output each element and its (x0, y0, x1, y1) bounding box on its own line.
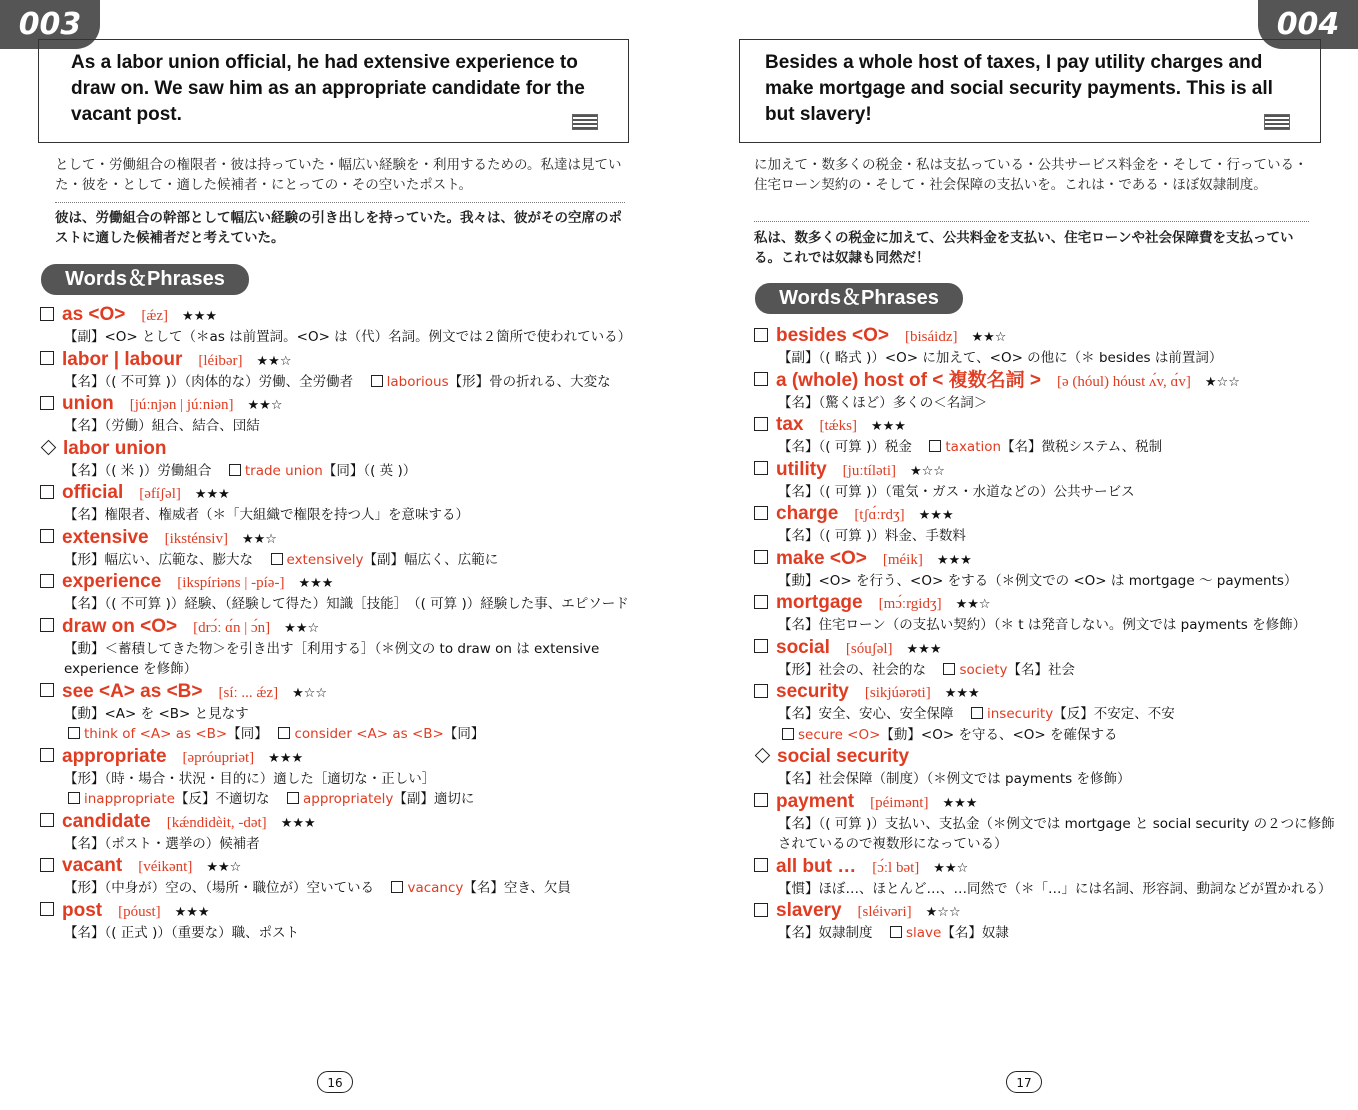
vocab-entry-head (754, 636, 1344, 660)
vocab-entry (40, 680, 640, 745)
unit-number-badge: 003 (0, 0, 100, 49)
pronunciation: [juːtíləti] (842, 462, 896, 479)
pronunciation: [iksténsiv] (164, 530, 228, 547)
definition: 【形】社会の、社会的な society【名】社会 (778, 661, 1076, 678)
vocab-term: utility (776, 458, 827, 480)
checkbox[interactable] (754, 903, 768, 917)
vocab-entry (754, 369, 1344, 414)
definition: 【名】権限者、権威者（＊「大組織で権限を持つ人」を意味する） (64, 507, 469, 523)
vocab-entry (754, 547, 1344, 592)
literal-translation: に加えて・数多くの税金・私は支払っている・公共サービス料金を・そして・行っている・住宅ローン契約の・そして・社会保障の支払いを。これは・である・ほぼ奴隷制度。 (754, 157, 1308, 193)
pronunciation: [júːnjən | júːniən] (129, 397, 234, 413)
vocab-entry (754, 413, 1344, 458)
vocab-term: vacant (62, 855, 123, 876)
vocab-entry-head (754, 413, 1344, 437)
natural-translation: 彼は、労働組合の幹部として幅広い経験の引き出しを持っていた。我々は、彼がその空席のポストに適した候補者だと考えていた。 (55, 210, 622, 246)
related-term: trade union (244, 462, 323, 479)
importance-stars: ★★☆ (247, 398, 283, 413)
vocab-entry-head (40, 680, 640, 704)
related-term: insecurity (987, 706, 1054, 722)
definition: inappropriate【反】不適切な appropriately【副】適切に (40, 789, 640, 810)
definition: 【形】（時・場合・状況・目的に）適した［適切な・正しい］ (64, 770, 436, 787)
vocab-term: security (776, 681, 849, 702)
related-term: society (959, 661, 1008, 678)
importance-stars: ★★★ (194, 487, 230, 502)
vocab-term: as <O> (62, 304, 126, 325)
checkbox[interactable] (890, 926, 902, 938)
importance-stars: ★★☆ (206, 860, 242, 875)
checkbox[interactable] (943, 663, 955, 675)
importance-stars: ★★★ (944, 686, 980, 701)
pronunciation: [tǽks] (819, 418, 857, 434)
vocab-entry (40, 348, 640, 393)
related-term: consider <A> as <B> (294, 726, 444, 742)
vocab-list (40, 303, 640, 943)
definition: 【慣】ほぼ…、ほとんど…、…同然で（＊「…」には名詞、形容詞、動詞などが置かれる） (778, 880, 1332, 897)
pronunciation: [bisáidz] (905, 329, 958, 345)
definition: 【動】＜蓄積してきた物＞を引き出す［利用する］（＊例文の to draw on は extensive experience を修飾） (64, 640, 600, 677)
checkbox[interactable] (40, 618, 54, 632)
pronunciation: [əfíʃəl] (139, 486, 181, 502)
importance-stars: ★★★ (918, 508, 954, 523)
checkbox[interactable] (40, 396, 54, 410)
vocab-list (754, 324, 1344, 944)
definition: 【副】<O> として（＊as は前置詞。<O> は（代）名詞。例文では２箇所で使われている） (64, 329, 632, 345)
checkbox[interactable] (971, 707, 983, 719)
vocab-term: a (whole) host of < 複数名詞 > (776, 369, 1041, 391)
importance-stars: ★☆☆ (910, 463, 945, 479)
us-flag-icon (572, 114, 598, 130)
pronunciation: [ikspíriəns | -píə-] (177, 575, 285, 591)
checkbox[interactable] (40, 683, 54, 697)
checkbox[interactable] (271, 553, 283, 565)
vocab-entry-head (754, 324, 1344, 348)
definition: 【名】（( 可算 )）税金 taxation【名】徴税システム、税制 (778, 439, 1163, 455)
importance-stars: ★☆☆ (1204, 374, 1240, 390)
pronunciation: [póust] (118, 903, 161, 920)
vocab-entry-head (40, 615, 640, 639)
vocab-entry-head (754, 547, 1344, 571)
checkbox[interactable] (782, 728, 794, 740)
related-term: secure <O> (798, 726, 881, 743)
checkbox[interactable] (40, 748, 54, 762)
vocab-term: union (62, 393, 114, 414)
checkbox[interactable] (754, 461, 768, 475)
importance-stars: ★★☆ (971, 330, 1007, 345)
right-page (679, 0, 1358, 1110)
vocab-entry-head (40, 899, 640, 923)
vocab-entry (40, 303, 640, 348)
page-number: 17 (1006, 1071, 1042, 1093)
related-term: think of <A> as <B> (84, 726, 228, 742)
importance-stars: ★★★ (182, 309, 218, 324)
vocab-term: draw on <O> (62, 615, 178, 637)
words-phrases-heading: Words＆Phrases (41, 264, 249, 295)
vocab-entry (40, 615, 640, 680)
vocab-term: experience (62, 571, 162, 592)
page-number: 16 (317, 1071, 353, 1093)
checkbox[interactable] (754, 372, 768, 386)
definition: 【名】（( 不可算 )）（肉体的な）労働、全労働者 laborious【形】骨の折れる、大変な (64, 373, 611, 390)
vocab-term: appropriate (62, 745, 167, 767)
checkbox[interactable] (40, 529, 54, 543)
pronunciation: [síː ... ǽz] (218, 684, 279, 701)
importance-stars: ★★★ (870, 419, 906, 434)
definition: 【名】奴隷制度 slave【名】奴隷 (778, 925, 1009, 941)
vocab-term: candidate (62, 810, 151, 832)
literal-translation: として・労働組合の権限者・彼は持っていた・幅広い経験を・利用するための。私達は見ていた・彼を・として・適した候補者・にとっての・その空いたポスト。 (55, 157, 622, 193)
vocab-term: labor union (63, 437, 167, 459)
definition: 【動】<O> を行う、<O> をする（＊例文での <O> は mortgage ～ payments） (778, 572, 1298, 589)
vocab-entry (754, 324, 1344, 369)
definition: 【名】（( 可算 )）支払い、支払金（＊例文では mortgage と social security の２つに修飾されているので複数形になっている） (778, 815, 1335, 852)
definition: 【動】<A> を <B> と見なす (64, 705, 249, 722)
related-term: vacancy (407, 880, 464, 896)
vocab-entry (754, 855, 1344, 900)
vocab-entry (754, 458, 1344, 503)
vocab-entry-head (40, 745, 640, 769)
vocab-entry (40, 437, 640, 482)
pronunciation: [méik] (882, 551, 923, 568)
definition: 【名】（( 可算 )）料金、手数料 (778, 528, 966, 544)
pronunciation: [léibər] (198, 352, 243, 369)
vocab-term: labor | labour (62, 348, 183, 370)
vocab-term: tax (776, 414, 804, 435)
vocab-term: post (62, 899, 103, 921)
checkbox[interactable] (754, 417, 768, 431)
example-sentence: As a labor union official, he had extensive experience to draw on. We saw him as an appropriate candidate for the vacant post. (71, 52, 585, 125)
importance-stars: ★☆☆ (292, 685, 328, 701)
vocab-term: slavery (776, 900, 842, 921)
related-term: laborious (386, 373, 449, 390)
definition: 【名】（ポスト・選挙の）候補者 (64, 835, 260, 852)
vocab-term: social (776, 636, 830, 658)
unit-number-badge: 004 (1258, 0, 1358, 49)
us-flag-icon (1264, 114, 1290, 130)
definition: 【名】（( 可算 )）（電気・ガス・水道などの）公共サービス (778, 483, 1135, 500)
vocab-entry (754, 745, 1344, 790)
importance-stars: ★★★ (906, 641, 942, 657)
vocab-entry-head (40, 854, 640, 878)
vocab-term: see <A> as <B> (62, 680, 203, 702)
checkbox[interactable] (287, 792, 299, 804)
checkbox[interactable] (40, 902, 54, 916)
checkbox[interactable] (754, 595, 768, 609)
vocab-entry-head (40, 481, 640, 505)
importance-stars: ★★☆ (955, 597, 991, 612)
checkbox[interactable] (754, 328, 768, 342)
checkbox[interactable] (40, 858, 54, 872)
definition: 【名】（( 不可算 )）経験、（経験して得た）知識［技能］ （( 可算 )）経験した事、エピソード (64, 596, 629, 612)
vocab-entry (40, 810, 640, 855)
diamond-marker-icon (41, 439, 57, 455)
vocab-entry (40, 570, 640, 615)
definition: think of <A> as <B>【同】 consider <A> as <B>【同】 (40, 724, 640, 745)
definition: 【副】（( 略式 )）<O> に加えて、<O> の他に（＊ besides は前置詞） (778, 350, 1223, 366)
pronunciation: [ɔ́ːl bət] (872, 859, 920, 876)
vocab-term: extensive (62, 526, 149, 548)
pronunciation: [péimənt] (870, 794, 929, 811)
pronunciation: [ǽz] (141, 308, 169, 324)
vocab-entry-head (754, 458, 1344, 482)
definition: 【名】社会保障（制度）（＊例文では payments を修飾） (778, 771, 1131, 787)
vocab-entry-head (754, 502, 1344, 526)
vocab-term: make <O> (776, 547, 867, 569)
vocab-entry (754, 591, 1344, 636)
pronunciation: [sléivəri] (857, 904, 912, 920)
pronunciation: [sikjúərəti] (864, 685, 931, 701)
importance-stars: ★★★ (174, 904, 210, 920)
vocab-entry (40, 392, 640, 437)
checkbox[interactable] (371, 375, 383, 387)
vocab-term: besides <O> (776, 325, 890, 346)
checkbox[interactable] (40, 351, 54, 365)
vocab-entry (754, 899, 1344, 944)
related-term: appropriately (302, 791, 394, 807)
definition: 【名】住宅ローン（の支払い契約）（＊ t は発音しない。例文では payments を修飾） (778, 617, 1307, 633)
related-term: inappropriate (84, 791, 175, 807)
checkbox[interactable] (754, 684, 768, 698)
words-phrases-heading: Words＆Phrases (755, 283, 963, 314)
checkbox[interactable] (754, 639, 768, 653)
vocab-term: all but … (776, 855, 857, 877)
vocab-entry-head (754, 899, 1344, 923)
vocab-entry (40, 899, 640, 944)
example-sentence: Besides a whole host of taxes, I pay utility charges and make mortgage and social security payments. This is all but slavery! (765, 52, 1273, 125)
checkbox[interactable] (68, 727, 80, 739)
checkbox[interactable] (278, 727, 290, 739)
checkbox[interactable] (68, 792, 80, 804)
checkbox[interactable] (391, 881, 403, 893)
pronunciation: [ə (hóul) hóust ʌ́v, ɑ́v] (1056, 373, 1191, 390)
importance-stars: ★★★ (298, 576, 334, 591)
vocab-entry-head (40, 437, 640, 461)
vocab-entry (40, 526, 640, 571)
vocab-entry-head (40, 303, 640, 327)
importance-stars: ★★★ (280, 815, 316, 831)
definition: 【名】（労働）組合、結合、団結 (64, 418, 260, 434)
definition: 【名】安全、安心、安全保障 insecurity【反】不安定、不安 (778, 706, 1175, 722)
checkbox[interactable] (929, 440, 941, 452)
vocab-entry (754, 636, 1344, 681)
checkbox[interactable] (40, 485, 54, 499)
importance-stars: ★★☆ (933, 860, 969, 876)
example-sentence-box (739, 39, 1321, 143)
importance-stars: ★★★ (268, 750, 304, 766)
vocab-entry-head (754, 855, 1344, 879)
diamond-marker-icon (755, 748, 771, 764)
pronunciation: [kǽndidèit, -dət] (166, 814, 267, 831)
checkbox[interactable] (754, 506, 768, 520)
divider (55, 202, 625, 203)
checkbox[interactable] (754, 550, 768, 564)
example-sentence-box (38, 39, 629, 143)
pronunciation: [drɔ́ː ɑ́n | ɔ́n] (193, 619, 271, 636)
vocab-term: payment (776, 790, 855, 812)
divider (754, 221, 1309, 222)
natural-translation: 私は、数多くの税金に加えて、公共料金を支払い、住宅ローンや社会保障費を支払っている。これでは奴隷も同然だ！ (754, 230, 1294, 266)
vocab-term: mortgage (776, 592, 863, 613)
vocab-entry-head (754, 369, 1344, 393)
checkbox[interactable] (229, 464, 241, 476)
vocab-entry-head (40, 526, 640, 550)
related-term: slave (906, 925, 942, 941)
vocab-entry-head (40, 392, 640, 416)
definition: 【形】（中身が）空の、（場所・職位が）空いている vacancy【名】空き、欠員 (64, 880, 571, 896)
vocab-term: official (62, 482, 124, 503)
pronunciation: [əpróupriət] (182, 749, 255, 766)
definition: 【名】（( 米 )）労働組合 trade union【同】（( 英 )） (64, 462, 417, 479)
vocab-entry-head (40, 570, 640, 594)
vocab-entry (40, 481, 640, 526)
vocab-entry (40, 854, 640, 899)
definition: secure <O>【動】<O> を守る、<O> を確保する (754, 725, 1344, 746)
vocab-entry (754, 680, 1344, 745)
related-term: taxation (945, 439, 1002, 455)
checkbox[interactable] (40, 574, 54, 588)
checkbox[interactable] (754, 858, 768, 872)
vocab-entry-head (754, 790, 1344, 814)
vocab-entry-head (754, 745, 1344, 769)
importance-stars: ★★☆ (284, 620, 320, 636)
vocab-entry-head (754, 591, 1344, 615)
pronunciation: [sóuʃəl] (845, 640, 893, 657)
pronunciation: [véikənt] (138, 859, 193, 875)
vocab-entry-head (40, 810, 640, 834)
vocab-entry (754, 790, 1344, 855)
checkbox[interactable] (40, 307, 54, 321)
vocab-term: social security (777, 746, 910, 767)
importance-stars: ★★☆ (256, 353, 292, 369)
definition: 【形】幅広い、広範な、膨大な extensively【副】幅広く、広範に (64, 551, 499, 568)
importance-stars: ★★★ (936, 552, 972, 568)
definition: 【名】（( 正式 )）（重要な）職、ポスト (64, 924, 300, 941)
pronunciation: [tʃɑ́ːrdʒ] (854, 507, 905, 523)
vocab-entry (754, 502, 1344, 547)
vocab-entry-head (754, 680, 1344, 704)
importance-stars: ★☆☆ (925, 905, 961, 920)
checkbox[interactable] (40, 813, 54, 827)
pronunciation: [mɔ́ːrgidʒ] (878, 596, 942, 612)
checkbox[interactable] (754, 793, 768, 807)
vocab-entry (40, 745, 640, 810)
vocab-entry-head (40, 348, 640, 372)
importance-stars: ★★★ (942, 795, 978, 811)
importance-stars: ★★☆ (241, 531, 277, 547)
related-term: extensively (286, 551, 364, 568)
vocab-term: charge (776, 503, 839, 524)
definition: 【名】（驚くほど）多くの＜名詞＞ (778, 394, 988, 411)
